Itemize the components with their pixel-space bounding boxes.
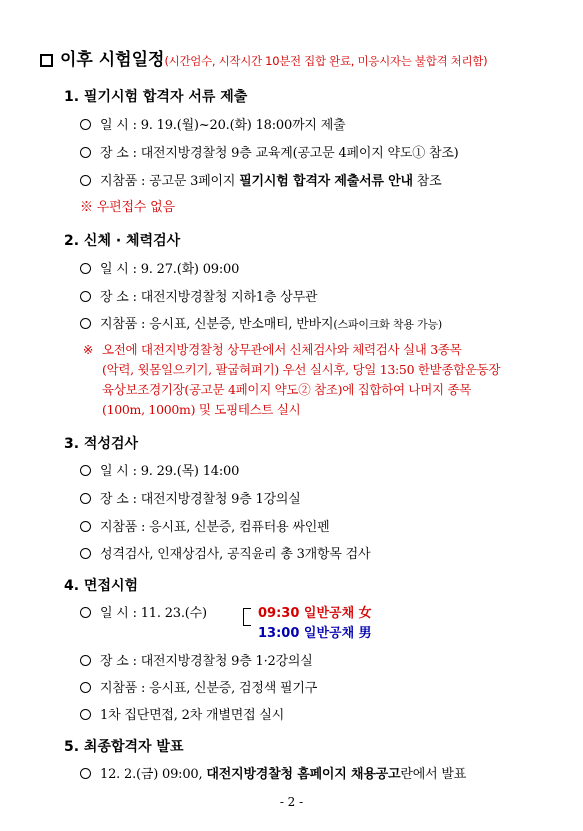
sec1-note: ※ 우편접수 없음	[80, 200, 175, 215]
circle-bullet-icon	[80, 175, 91, 186]
sec2-note-line-2: (악력, 윗몸일으키기, 팔굽혀펴기) 우선 실시후, 당일 13:50 한밭종합운동장	[102, 362, 501, 377]
sec3-bring: 지참품 : 응시표, 신분증, 컴퓨터용 싸인펜	[80, 516, 329, 535]
sec2-bring: 지참품 : 응시표, 신분증, 반소매티, 반바지(스파이크화 착용 가능)	[80, 313, 442, 332]
sec2-date: 일 시 : 9. 27.(화) 09:00	[80, 258, 239, 277]
sec4-place: 장 소 : 대전지방경찰청 9층 1·2강의실	[80, 650, 313, 669]
bracket-bottom-icon	[243, 614, 251, 626]
title-main: 이후 시험일정	[60, 50, 165, 70]
sec3-date: 일 시 : 9. 29.(목) 14:00	[80, 460, 239, 479]
circle-bullet-icon	[80, 465, 91, 476]
sec1-bring: 지참품 : 공고문 3페이지 필기시험 합격자 제출서류 안내 참조	[80, 170, 442, 189]
sec4-bring: 지참품 : 응시표, 신분증, 검정색 필기구	[80, 677, 317, 696]
sec5-line: 12. 2.(금) 09:00, 대전지방경찰청 홈페이지 채용공고란에서 발표	[80, 763, 466, 782]
square-bullet-icon	[40, 54, 53, 67]
circle-bullet-icon	[80, 709, 91, 720]
circle-bullet-icon	[80, 119, 91, 130]
sec4-desc: 1차 집단면접, 2차 개별면접 실시	[80, 704, 284, 723]
sec1-place: 장 소 : 대전지방경찰청 9층 교육계(공고문 4페이지 약도① 참조)	[80, 142, 459, 161]
schedule-title	[40, 45, 570, 70]
interview-slot-female: 09:30 일반공채 女	[258, 606, 372, 621]
section-5-heading: 5. 최종합격자 발표	[64, 739, 184, 755]
section-2-heading: 2. 신체 · 체력검사	[64, 233, 181, 249]
circle-bullet-icon	[80, 768, 91, 779]
title-note: (시간엄수, 시작시간 10분전 집합 완료, 미응시자는 불합격 처리함)	[164, 54, 488, 68]
circle-bullet-icon	[80, 263, 91, 274]
page-number: - 2 -	[279, 795, 304, 809]
circle-bullet-icon	[80, 521, 91, 532]
sec2-place: 장 소 : 대전지방경찰청 지하1층 상무관	[80, 286, 317, 305]
section-4-heading: 4. 면접시험	[64, 578, 139, 594]
section-1-heading: 1. 필기시험 합격자 서류 제출	[64, 89, 248, 105]
sec2-note-line-3: 육상보조경기장(공고문 4페이지 약도② 참조)에 집합하여 나머지 종목	[102, 382, 471, 397]
circle-bullet-icon	[80, 682, 91, 693]
section-3-heading: 3. 적성검사	[64, 436, 139, 452]
sec1-date: 일 시 : 9. 19.(월)~20.(화) 18:00까지 제출	[80, 114, 345, 133]
circle-bullet-icon	[80, 147, 91, 158]
circle-bullet-icon	[80, 291, 91, 302]
sec4-date: 일 시 : 11. 23.(수)	[80, 602, 207, 621]
sec2-note-line-4: (100m, 1000m) 및 도핑테스트 실시	[102, 402, 301, 417]
sec2-note-line-1: ※ 오전에 대전지방경찰청 상무관에서 신체검사와 체력검사 실내 3종목	[102, 340, 461, 358]
interview-slot-male: 13:00 일반공채 男	[258, 626, 372, 641]
circle-bullet-icon	[80, 548, 91, 559]
circle-bullet-icon	[80, 607, 91, 618]
sec3-place: 장 소 : 대전지방경찰청 9층 1강의실	[80, 488, 301, 507]
circle-bullet-icon	[80, 655, 91, 666]
circle-bullet-icon	[80, 318, 91, 329]
sec3-desc: 성격검사, 인재상검사, 공직윤리 총 3개항목 검사	[80, 543, 370, 562]
circle-bullet-icon	[80, 493, 91, 504]
reference-mark-icon: ※	[82, 342, 94, 357]
